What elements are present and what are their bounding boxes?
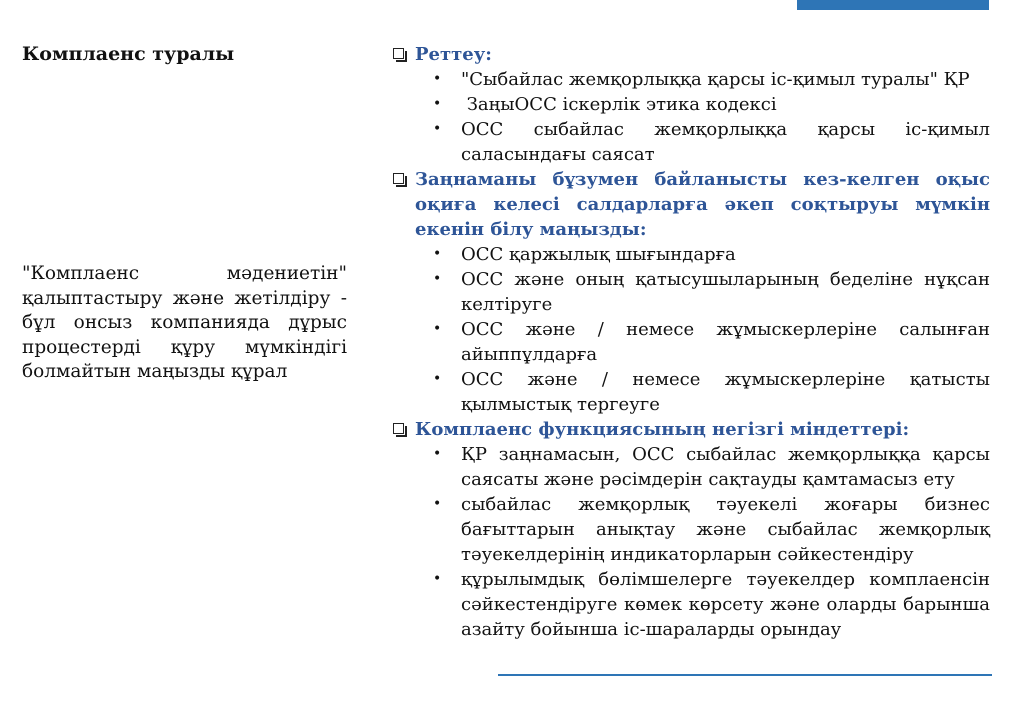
bullet-icon: • [433,571,442,587]
checkbox-icon [393,423,404,434]
section-heading [393,167,990,242]
bullet-list [393,442,990,642]
quote-text: "Комплаенс мәдениетін" қалыптастыру және жетілдіру - бұл онсыз компанияда дұрыс процестерді құру мүмкіндігі болмайтын маңызды құрал [22,263,347,382]
list-item [393,67,990,92]
list-item-text: құрылымдық бөлімшелерге тәуекелдер комплаенсін сәйкестендіруге көмек көрсету және оларды барынша азайту бойынша іс-шараларды орындау [461,569,990,640]
list-item-text: ОСС және / немесе жұмыскерлеріне қатысты қылмыстық тергеуге [461,369,990,415]
list-item [393,317,990,367]
bullet-icon: • [433,71,442,87]
bullet-icon: • [433,96,442,112]
list-item-text: ОСС және / немесе жұмыскерлеріне салынған айыппұлдарға [461,319,990,365]
section-regulation [393,42,990,167]
bullet-icon: • [433,496,442,512]
bullet-icon: • [433,371,442,387]
bullet-icon: • [433,246,442,262]
list-item [393,242,990,267]
list-item-text: ЗаңыОСС іскерлік этика кодексі [461,94,777,115]
bottom-accent-line [498,674,992,676]
section-heading [393,417,990,442]
list-item-text: ҚР заңнамасын, ОСС сыбайлас жемқорлыққа қарсы саясаты және рәсімдерін сақтауды қамтамасыз ету [461,444,990,490]
bullet-icon: • [433,446,442,462]
section-consequences [393,167,990,417]
list-item-text: сыбайлас жемқорлық тәуекелі жоғары бизнес бағыттарын анықтау және сыбайлас жемқорлық тәуекелдерінің индикаторларын сәйкестендіру [461,494,990,565]
list-item [393,267,990,317]
list-item [393,117,990,167]
bullet-list [393,242,990,417]
bullet-icon: • [433,321,442,337]
list-item [393,367,990,417]
list-item [393,492,990,567]
bullet-icon: • [433,121,442,137]
page-title: Комплаенс туралы [22,43,235,65]
content-column [393,42,990,642]
list-item [393,442,990,492]
section-compliance-tasks [393,417,990,642]
list-item-text: ОСС қаржылық шығындарға [461,244,736,265]
section-heading-text: Реттеу: [415,44,492,65]
checkbox-icon [393,48,404,59]
section-heading-text: Комплаенс функциясының негізгі міндеттері: [415,419,910,440]
list-item-text: ОСС сыбайлас жемқорлыққа қарсы іс-қимыл саласындағы саясат [461,119,990,165]
list-item-text: ОСС және оның қатысушыларының беделіне нұқсан келтіруге [461,269,990,315]
section-heading [393,42,990,67]
bullet-list [393,67,990,167]
top-accent-bar [797,0,989,10]
checkbox-icon [393,173,404,184]
list-item-text: "Сыбайлас жемқорлыққа қарсы іс-қимыл туралы" ҚР [461,69,970,90]
section-heading-text: Заңнаманы бұзумен байланысты кез-келген оқыс оқиға келесі салдарларға әкеп соқтыруы мүмкін екенін білу маңызды: [415,169,990,240]
list-item [393,92,990,117]
list-item [393,567,990,642]
bullet-icon: • [433,271,442,287]
